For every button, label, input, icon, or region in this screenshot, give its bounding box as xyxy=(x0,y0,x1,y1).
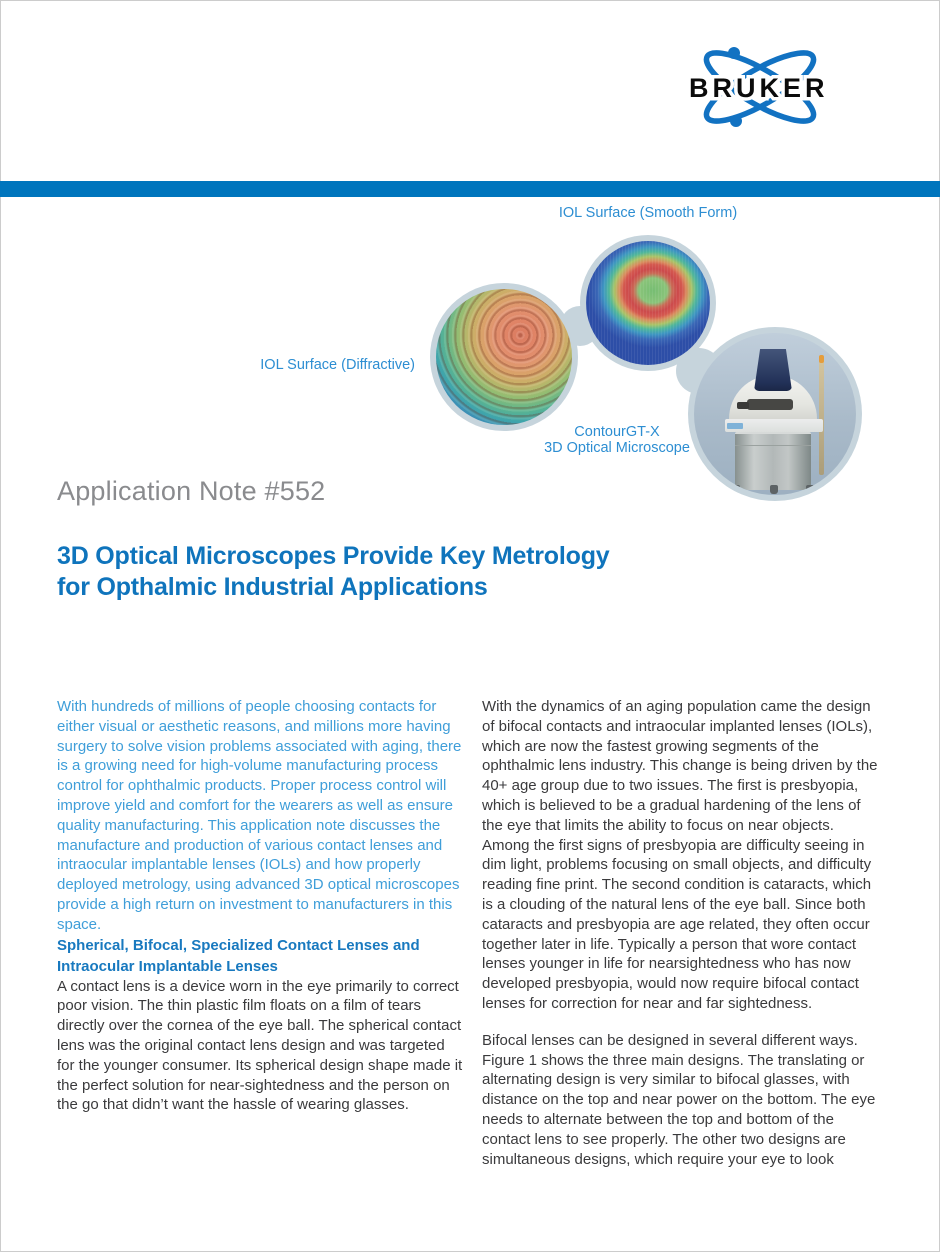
bruker-wordmark: BRUKER xyxy=(689,73,829,103)
instrument-label-line2: 3D Optical Microscope xyxy=(544,439,690,456)
iol-diffractive-label: IOL Surface (Diffractive) xyxy=(260,357,415,373)
body-paragraph-bifocal-designs: Bifocal lenses can be designed in several different ways. Figure 1 shows the three main designs. The translating or alternating design is very similar to bifocal glasses, with distance on the top and near power on the bottom. The eye needs to alternate between the top and bottom of the contact lens to see properly. The other two designs are simultaneous designs, which require your eye to look xyxy=(482,1031,876,1168)
page-title xyxy=(57,541,609,603)
intro-paragraph: With hundreds of millions of people choosing contacts for either visual or aesthetic reasons, and millions more having surgery to solve vision problems associated with aging, there is a growing need for high-volume manufacturing process control for ophthalmic products. Proper process control will improve yield and comfort for the wearers as well as ensure quality manufacturing. This application note discusses the manufacture and production of various contact lenses and intraocular implantable lenses (IOLs) and how properly deployed metrology, using advanced 3D optical microscopes provide a high return on investment to manufacturers in this space. xyxy=(57,698,462,933)
note-number: Application Note #552 xyxy=(57,476,326,506)
section-heading: Spherical, Bifocal, Specialized Contact Lenses and Intraocular Implantable Lenses xyxy=(57,936,420,975)
microscope-pole-tip xyxy=(819,355,824,363)
bruker-logo xyxy=(683,40,935,140)
iol-smooth-surface-plot xyxy=(586,241,710,365)
contourgt-x-instrument xyxy=(694,333,856,495)
microscope-illustration xyxy=(694,333,856,495)
microscope-cabinet xyxy=(735,432,811,490)
iol-diffractive-image xyxy=(430,283,578,431)
microscope-label-plate xyxy=(727,423,743,429)
iol-diffractive-surface-plot xyxy=(436,289,572,425)
microscope-knob xyxy=(737,402,749,409)
microscope-stage xyxy=(747,399,793,410)
instrument-label xyxy=(512,425,722,456)
cabinet-seam xyxy=(735,445,811,446)
microscope-photo xyxy=(688,327,862,501)
body-paragraph-aging-population: With the dynamics of an aging population came the design of bifocal contacts and intraocular implanted lenses (IOLs), which are now the fastest growing segments of the ophthalmic lens industry. This change is being driven by the 40+ age group due to two issues. The first is presbyopia, which is believed to be a gradual hardening of the lens of the eye that limits the ability to focus on near objects. Among the first signs of presbyopia are difficulty seeing in dim light, problems focusing on small objects, and difficulty reading fine print. The second condition is cataracts, which is a clouding of the natural lens of the eye ball. Since both cataracts and presbyopia are age related, they often occur together later in life. Typically a person that wore contact lenses younger in life for nearsightedness who has now developed presbyopia, would now require bifocal contact lenses for correction for near and far sightedness. xyxy=(482,698,878,1012)
microscope-pole xyxy=(819,361,824,475)
caster-wheel xyxy=(732,485,740,494)
top-accent-bar xyxy=(0,181,940,197)
instrument-label-line1: ContourGT-X xyxy=(574,424,660,440)
caster-wheel xyxy=(770,485,778,494)
iol-smooth-label: IOL Surface (Smooth Form) xyxy=(558,205,738,221)
atom-orbits-icon xyxy=(683,40,935,140)
caster-wheel xyxy=(806,485,814,494)
microscope-head xyxy=(754,349,792,391)
right-column xyxy=(482,697,883,1169)
left-column xyxy=(57,697,465,1115)
body-paragraph-contact-lens: A contact lens is a device worn in the eye primarily to correct poor vision. The thin plastic film floats on a film of tears directly over the cornea of the eye ball. The spherical contact lens was the original contact lens design and was targeted for the younger consumer. Its spherical design shape made it the perfect solution for near-sightedness and the person on the go that didn’t want the hassle of wearing glasses. xyxy=(57,977,463,1114)
page-title-line2: for Opthalmic Industrial Applications xyxy=(57,573,488,601)
page-title-line1: 3D Optical Microscopes Provide Key Metrology xyxy=(57,542,610,570)
